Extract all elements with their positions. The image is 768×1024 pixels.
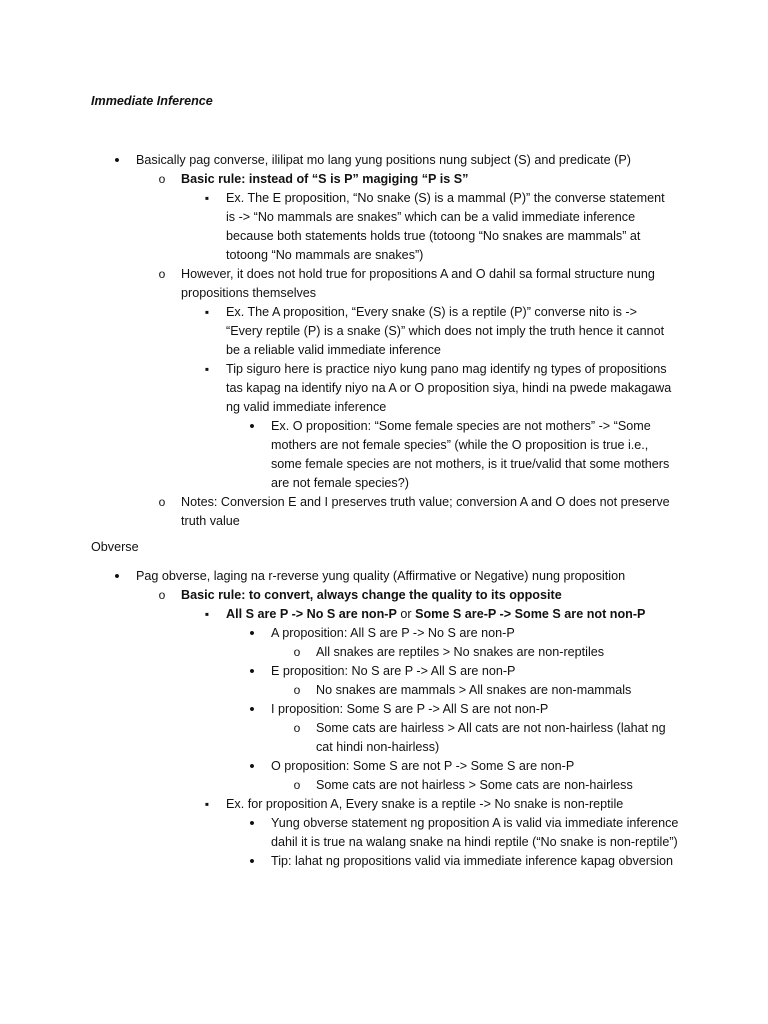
list-item: ▪ Ex. The E proposition, “No snake (S) is a mammal (P)” the converse statement is -> “No mammals are snakes” which can be a valid immediate inference because both statements holds true (totoong “No snakes are mammals” at totoong “No mammals are snakes”) [0,189,768,265]
obverse-section [0,567,768,871]
bullet-disc-icon [245,852,259,872]
list-item [0,586,768,605]
converse-section [0,151,768,531]
list-item: • I proposition: Some S are P -> All S are not non-P [0,700,768,719]
basic-rule-converse: Basic rule: instead of “S is P” magiging “P is S” [181,172,469,186]
document-title: Immediate Inference [91,94,213,108]
bullet-square-icon [200,189,214,208]
bullet-circle-icon [290,776,304,795]
bullet-disc-icon [245,662,259,682]
bullet-disc-icon [245,757,259,777]
bullet-circle-icon [290,681,304,700]
list-item: • Pag obverse, laging na r-reverse yung quality (Affirmative or Negative) nung proposition [0,567,768,586]
list-item: o Notes: Conversion E and I preserves truth value; conversion A and O does not preserve truth value [0,493,768,531]
bullet-circle-icon [155,170,169,189]
bullet-circle-icon [155,586,169,605]
bullet-square-icon [200,360,214,379]
bullet-disc-icon [110,567,124,587]
section-heading-obverse: Obverse [91,540,139,554]
list-item: ▪ Tip siguro here is practice niyo kung pano mag identify ng types of propositions tas kapag na identify niyo na A or O proposition siya, hindi na pwede makagawa ng valid immediate inference [0,360,768,417]
bullet-square-icon [200,605,214,624]
list-item: ▪ Ex. for proposition A, Every snake is a reptile -> No snake is non-reptile [0,795,768,814]
list-item: • Basically pag converse, ililipat mo lang yung positions nung subject (S) and predicate (P) [0,151,768,170]
bullet-disc-icon [245,814,259,834]
bullet-circle-icon [155,493,169,512]
list-item: ▪ All S are P -> No S are non-P or Some S are-P -> Some S are not non-P [0,605,768,624]
bullet-circle-icon [155,265,169,284]
list-item: • Ex. O proposition: “Some female species are not mothers” -> “Some mothers are not female species” (while the O proposition is true i.e., some female species are not mothers, is it true/valid that some mothers are not female species?) [0,417,768,493]
list-item: o No snakes are mammals > All snakes are non-mammals [0,681,768,700]
bullet-circle-icon [290,643,304,662]
list-item: o Some cats are not hairless > Some cats are non-hairless [0,776,768,795]
list-item: • E proposition: No S are P -> All S are non-P [0,662,768,681]
list-item: o All snakes are reptiles > No snakes are non-reptiles [0,643,768,662]
list-item [0,170,768,189]
bullet-circle-icon [290,719,304,738]
bullet-disc-icon [245,624,259,644]
bullet-disc-icon [245,417,259,437]
list-item: ▪ Ex. The A proposition, “Every snake (S) is a reptile (P)” converse nito is -> “Every reptile (P) is a snake (S)” which does not imply the truth hence it cannot be a reliable valid immediate inference [0,303,768,360]
basic-rule-obverse: Basic rule: to convert, always change the quality to its opposite [181,588,562,602]
list-item: o Some cats are hairless > All cats are not non-hairless (lahat ng cat hindi non-hairless) [0,719,768,757]
bullet-square-icon [200,303,214,322]
list-item: • Yung obverse statement ng proposition A is valid via immediate inference dahil it is true na walang snake na hindi reptile (“No snake is non-reptile”) [0,814,768,852]
list-item: • O proposition: Some S are not P -> Some S are non-P [0,757,768,776]
bullet-square-icon [200,795,214,814]
list-item: o However, it does not hold true for propositions A and O dahil sa formal structure nung propositions themselves [0,265,768,303]
list-item: • A proposition: All S are P -> No S are non-P [0,624,768,643]
bullet-disc-icon [245,700,259,720]
list-item: • Tip: lahat ng propositions valid via immediate inference kapag obversion [0,852,768,871]
bullet-disc-icon [110,151,124,171]
